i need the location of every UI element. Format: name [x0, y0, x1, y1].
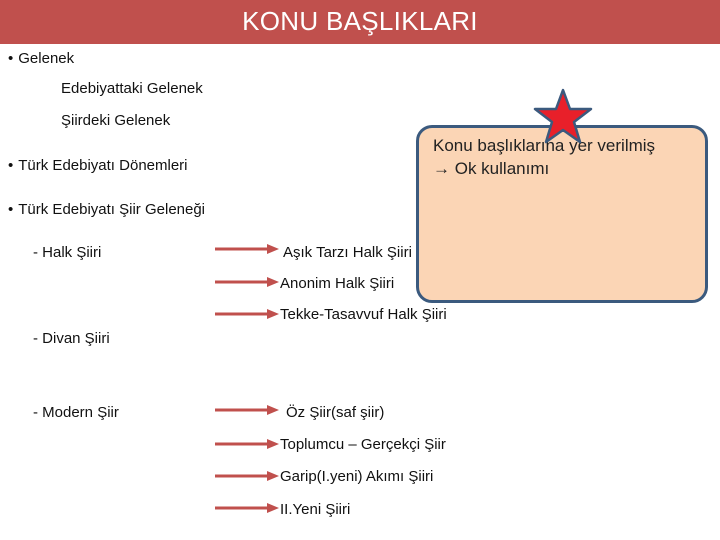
outline-donemler: • Türk Edebiyatı Dönemleri — [8, 157, 188, 174]
right-arrow-glyph-icon: → — [433, 159, 450, 178]
callout-line-2 — [433, 159, 549, 179]
callout-line-1: Konu başlıklarına yer verilmiş — [433, 136, 656, 155]
halk-item: Aşık Tarzı Halk Şiiri — [283, 244, 412, 261]
star-icon — [533, 88, 593, 144]
modern-item: II.Yeni Şiiri — [280, 501, 351, 518]
title-bar — [0, 0, 720, 44]
modern-item: Garip(I.yeni) Akımı Şiiri — [280, 468, 434, 485]
comment-callout — [416, 125, 708, 303]
arrow-icon — [215, 502, 279, 514]
halk-item: Tekke-Tasavvuf Halk Şiiri — [280, 306, 447, 323]
modern-item: Öz Şiir(saf şiir) — [286, 404, 385, 421]
arrow-icon — [215, 470, 279, 482]
arrow-icon — [215, 243, 279, 255]
outline-gelenek: • Gelenek — [8, 50, 74, 67]
arrow-icon — [215, 308, 279, 320]
arrow-icon — [215, 276, 279, 288]
outline-siir-gelenegi: • Türk Edebiyatı Şiir Geleneği — [8, 201, 205, 218]
outline-siirdeki-gelenek: Şiirdeki Gelenek — [61, 112, 171, 129]
outline-edebiyattaki-gelenek: Edebiyattaki Gelenek — [61, 80, 203, 97]
halk-item: Anonim Halk Şiiri — [280, 275, 395, 292]
outline-divan-siiri: - Divan Şiiri — [33, 330, 110, 347]
arrow-icon — [215, 404, 279, 416]
outline-halk-siiri: - Halk Şiiri — [33, 244, 102, 261]
outline-modern-siir: - Modern Şiir — [33, 404, 119, 421]
arrow-icon — [215, 438, 279, 450]
modern-item: Toplumcu – Gerçekçi Şiir — [280, 436, 446, 453]
callout-line-2-text: Ok kullanımı — [454, 159, 550, 178]
slide-title: KONU BAŞLIKLARI — [242, 6, 478, 36]
